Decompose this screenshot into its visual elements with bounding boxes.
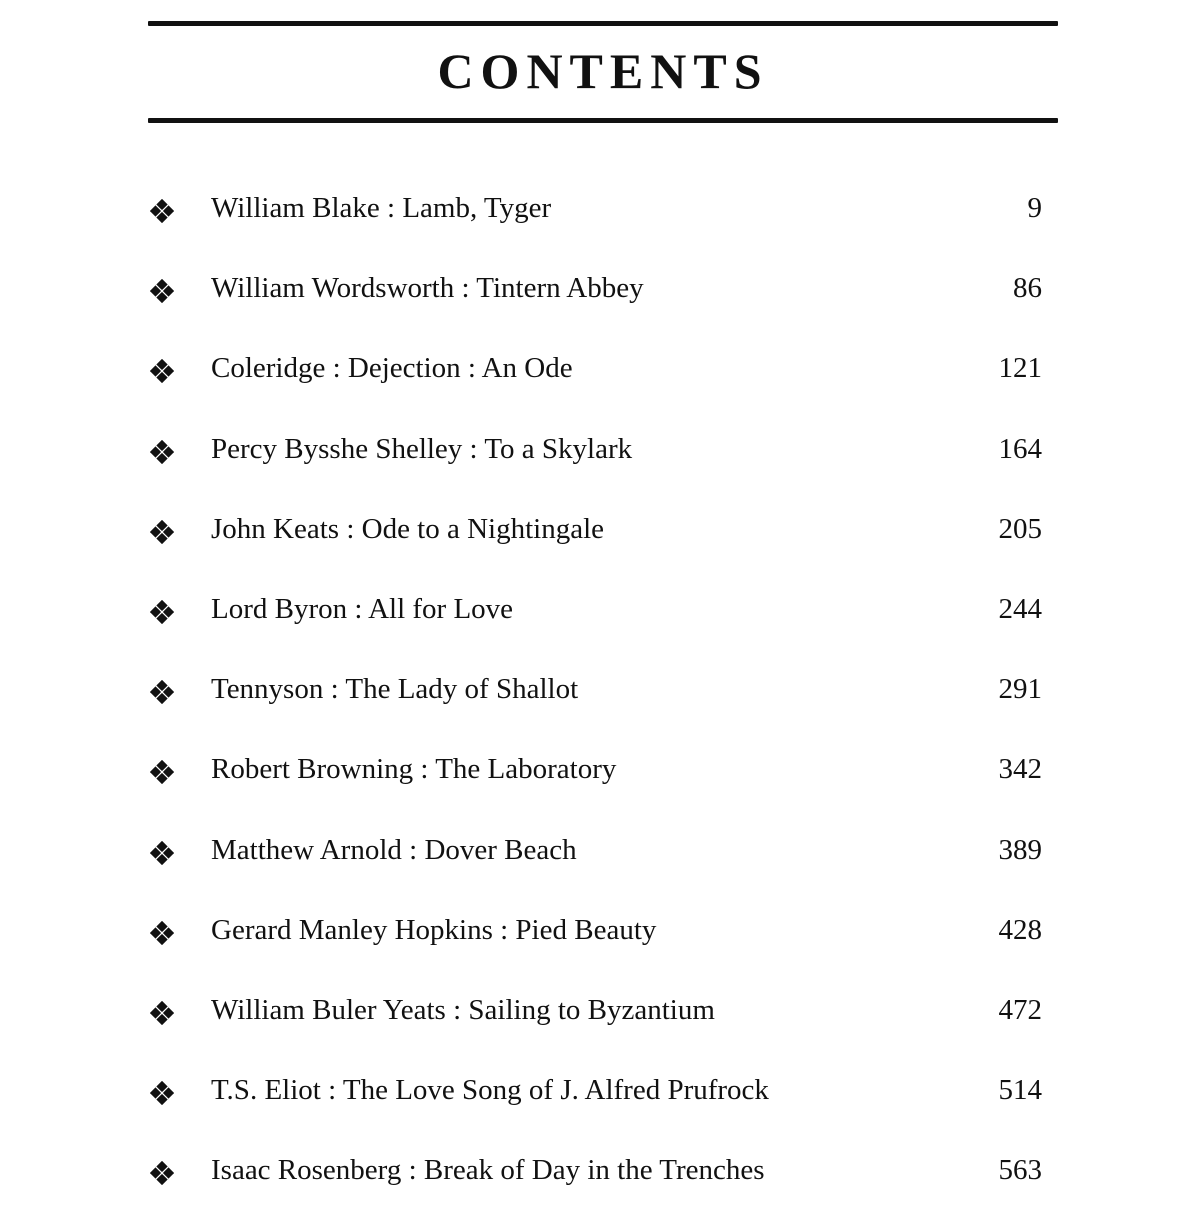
toc-entry (0, 491, 1200, 571)
toc-entry (0, 812, 1200, 892)
four-petal-bullet-icon (150, 279, 174, 303)
toc-entry (0, 1132, 1200, 1212)
four-petal-bullet-icon (150, 841, 174, 865)
toc-page-number: 205 (998, 512, 1042, 545)
toc-entry (0, 330, 1200, 410)
toc-entry-title: John Keats : Ode to a Nightingale (211, 512, 605, 545)
four-petal-bullet-icon (150, 600, 174, 624)
toc-page-number: 86 (1013, 272, 1042, 305)
toc-entry-title: Tennyson : The Lady of Shallot (211, 673, 579, 706)
toc-page-number: 164 (998, 432, 1042, 465)
toc-entry-title: Matthew Arnold : Dover Beach (211, 833, 577, 866)
four-petal-bullet-icon (150, 921, 174, 945)
toc-entry (0, 972, 1200, 1052)
toc-page-number: 244 (998, 592, 1042, 625)
toc-entry-title: T.S. Eliot : The Love Song of J. Alfred Prufrock (211, 1074, 769, 1107)
toc-entry-title: Robert Browning : The Laboratory (211, 753, 617, 786)
table-of-contents (0, 170, 1200, 1212)
bottom-rule (148, 118, 1058, 123)
toc-entry (0, 731, 1200, 811)
toc-entry (0, 651, 1200, 731)
toc-page-number: 389 (998, 833, 1042, 866)
four-petal-bullet-icon (150, 1001, 174, 1025)
toc-entry-title: William Buler Yeats : Sailing to Byzantium (211, 993, 715, 1026)
toc-page-number: 563 (998, 1154, 1042, 1187)
toc-page-number: 514 (998, 1074, 1042, 1107)
toc-page-number: 121 (998, 352, 1042, 385)
toc-entry-title: Lord Byron : All for Love (211, 592, 514, 625)
four-petal-bullet-icon (150, 1081, 174, 1105)
four-petal-bullet-icon (150, 440, 174, 464)
toc-entry-title: William Blake : Lamb, Tyger (211, 192, 552, 224)
toc-page-number: 9 (1027, 192, 1042, 224)
four-petal-bullet-icon (150, 1161, 174, 1185)
toc-entry (0, 250, 1200, 330)
toc-entry-title: Isaac Rosenberg : Break of Day in the Trenches (211, 1154, 765, 1187)
four-petal-bullet-icon (150, 680, 174, 704)
toc-entry (0, 411, 1200, 491)
toc-entry-title: Gerard Manley Hopkins : Pied Beauty (211, 913, 657, 946)
toc-page-number: 428 (998, 913, 1042, 946)
four-petal-bullet-icon (150, 359, 174, 383)
toc-entry-title: Coleridge : Dejection : An Ode (211, 352, 573, 385)
four-petal-bullet-icon (150, 760, 174, 784)
toc-page-number: 291 (998, 673, 1042, 706)
toc-entry-title: William Wordsworth : Tintern Abbey (211, 272, 644, 305)
top-rule (148, 21, 1058, 26)
toc-entry (0, 571, 1200, 651)
toc-entry (0, 892, 1200, 972)
toc-page-number: 342 (998, 753, 1042, 786)
toc-entry (0, 170, 1200, 250)
toc-page-number: 472 (998, 993, 1042, 1026)
page-title: CONTENTS (437, 43, 769, 99)
four-petal-bullet-icon (150, 199, 174, 223)
toc-entry-title: Percy Bysshe Shelley : To a Skylark (211, 432, 633, 465)
toc-entry (0, 1052, 1200, 1132)
four-petal-bullet-icon (150, 520, 174, 544)
